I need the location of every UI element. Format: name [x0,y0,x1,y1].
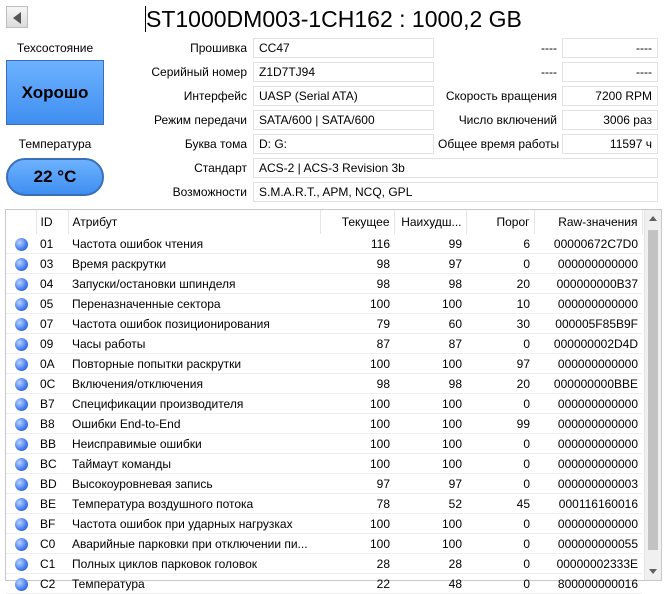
rotation-value: 7200 RPM [562,86,658,106]
raw-value: 000000000000 [534,514,642,534]
vertical-scrollbar[interactable] [644,210,661,580]
status-dot-icon [15,238,28,251]
current-value: 100 [320,294,394,314]
rotation-label: Скорость вращения [445,89,557,103]
attribute-name: Температура [68,574,320,594]
attribute-id: 0A [36,354,68,374]
worst-value: 99 [394,234,466,254]
attribute-name: Время раскрутки [68,254,320,274]
raw-value: 000000000000 [534,434,642,454]
worst-column-header[interactable]: Наихудш... [394,210,466,234]
attribute-name: Аварийные парковки при отключении пи... [68,534,320,554]
attribute-id: 07 [36,314,68,334]
transfer-mode-value: SATA/600 | SATA/600 [253,110,434,130]
status-column-header[interactable] [6,210,36,234]
raw-value: 000000000B37 [534,274,642,294]
standard-value: ACS-2 | ACS-3 Revision 3b [253,158,658,178]
threshold-value: 6 [466,234,534,254]
table-row[interactable] [6,354,642,374]
table-row[interactable] [6,274,642,294]
attribute-id: 09 [36,334,68,354]
raw-value: 000000000003 [534,474,642,494]
status-cell [6,354,36,374]
blank2-value: ---- [562,62,658,82]
table-row[interactable] [6,574,642,594]
status-cell [6,294,36,314]
worst-value: 100 [394,354,466,374]
current-value: 98 [320,254,394,274]
health-label: Техсостояние [16,41,94,55]
status-dot-icon [15,318,28,331]
disk-title: ST1000DM003-1CH162 : 1000,2 GB [146,6,522,32]
raw-value: 800000000016 [534,574,642,594]
status-dot-icon [15,458,28,471]
raw-value: 000000000000 [534,394,642,414]
current-value: 100 [320,454,394,474]
current-value: 100 [320,354,394,374]
status-dot-icon [15,358,28,371]
threshold-value: 20 [466,274,534,294]
status-cell [6,334,36,354]
table-row[interactable] [6,534,642,554]
status-cell [6,314,36,334]
worst-value: 100 [394,514,466,534]
attribute-id: B7 [36,394,68,414]
previous-disk-button[interactable] [6,6,28,28]
worst-value: 97 [394,254,466,274]
worst-value: 100 [394,414,466,434]
power-count-label: Число включений [458,113,557,127]
status-dot-icon [15,578,28,591]
current-value: 100 [320,514,394,534]
raw-value: 00000672C7D0 [534,234,642,254]
status-dot-icon [15,418,28,431]
status-cell [6,374,36,394]
threshold-value: 45 [466,494,534,514]
threshold-value: 30 [466,314,534,334]
worst-value: 100 [394,434,466,454]
current-value: 100 [320,534,394,554]
status-dot-icon [15,558,28,571]
current-column-header[interactable]: Текущее [320,210,394,234]
attribute-name: Ошибки End-to-End [68,414,320,434]
current-value: 98 [320,374,394,394]
threshold-value: 0 [466,254,534,274]
worst-value: 60 [394,314,466,334]
power-count-value: 3006 раз [562,110,658,130]
table-row[interactable] [6,234,642,254]
raw-value: 000116160016 [534,494,642,514]
worst-value: 100 [394,294,466,314]
worst-value: 87 [394,334,466,354]
attribute-name: Включения/отключения [68,374,320,394]
health-status-badge[interactable]: Хорошо [6,60,104,125]
attribute-id: BF [36,514,68,534]
worst-value: 28 [394,554,466,574]
smart-attributes-list[interactable] [5,209,662,591]
interface-label: Интерфейс [183,89,247,103]
raw-value: 000000000000 [534,254,642,274]
serial-value: Z1D7TJ94 [253,62,434,82]
table-row[interactable] [6,434,642,454]
status-dot-icon [15,278,28,291]
threshold-value: 0 [466,334,534,354]
attribute-id: BE [36,494,68,514]
table-row[interactable] [6,374,642,394]
attribute-name: Полных циклов парковок головок [68,554,320,574]
current-value: 100 [320,414,394,434]
raw-value: 000005F85B9F [534,314,642,334]
scroll-down-icon[interactable] [649,569,657,574]
attribute-name: Повторные попытки раскрутки [68,354,320,374]
standard-label: Стандарт [194,161,247,175]
attribute-id: 01 [36,234,68,254]
status-cell [6,534,36,554]
status-dot-icon [15,518,28,531]
attribute-id: C1 [36,554,68,574]
threshold-value: 0 [466,454,534,474]
threshold-value: 0 [466,514,534,534]
table-row[interactable] [6,254,642,274]
current-value: 100 [320,394,394,414]
current-value: 100 [320,434,394,454]
smart-table [6,210,643,594]
worst-value: 100 [394,394,466,414]
status-dot-icon [15,378,28,391]
status-dot-icon [15,538,28,551]
status-cell [6,394,36,414]
attribute-id: BD [36,474,68,494]
status-cell [6,494,36,514]
arrow-left-icon [13,12,21,24]
raw-value: 000000000055 [534,534,642,554]
threshold-value: 20 [466,374,534,394]
attribute-id: B8 [36,414,68,434]
attribute-id: BB [36,434,68,454]
attribute-name: Запуски/остановки шпинделя [68,274,320,294]
attribute-id: 05 [36,294,68,314]
attribute-name: Таймаут команды [68,454,320,474]
attribute-name: Часы работы [68,334,320,354]
current-value: 97 [320,474,394,494]
status-cell [6,514,36,534]
status-dot-icon [15,438,28,451]
table-row[interactable] [6,454,642,474]
serial-label: Серийный номер [151,65,247,79]
interface-value: UASP (Serial ATA) [253,86,434,106]
table-row[interactable] [6,394,642,414]
threshold-value: 97 [466,354,534,374]
attribute-column-header[interactable]: Атрибут [68,210,320,234]
threshold-value: 0 [466,554,534,574]
current-value: 87 [320,334,394,354]
status-cell [6,274,36,294]
table-row[interactable] [6,334,642,354]
threshold-value: 0 [466,394,534,414]
features-label: Возможности [172,185,247,199]
worst-value: 100 [394,534,466,554]
raw-value: 000000000000 [534,454,642,474]
current-value: 79 [320,314,394,334]
worst-value: 52 [394,494,466,514]
attribute-id: C2 [36,574,68,594]
attribute-name: Частота ошибок чтения [68,234,320,254]
threshold-value: 0 [466,474,534,494]
attribute-name: Переназначенные сектора [68,294,320,314]
id-column-header[interactable]: ID [36,210,68,234]
table-row[interactable] [6,514,642,534]
scrollbar-thumb[interactable] [648,230,658,550]
worst-value: 48 [394,574,466,594]
raw-column-header[interactable]: Raw-значения [534,210,642,234]
status-cell [6,474,36,494]
table-header-row [6,210,642,234]
firmware-value: CC47 [253,38,434,58]
attribute-id: BC [36,454,68,474]
attribute-name: Высокоуровневая запись [68,474,320,494]
worst-value: 98 [394,374,466,394]
attribute-name: Частота ошибок позиционирования [68,314,320,334]
status-cell [6,574,36,594]
status-cell [6,234,36,254]
threshold-value: 0 [466,534,534,554]
status-cell [6,254,36,274]
raw-value: 000000000000 [534,414,642,434]
status-cell [6,414,36,434]
current-value: 28 [320,554,394,574]
threshold-column-header[interactable]: Порог [466,210,534,234]
attribute-name: Неисправимые ошибки [68,434,320,454]
raw-value: 000000002D4D [534,334,642,354]
status-dot-icon [15,398,28,411]
table-row[interactable] [6,294,642,314]
current-value: 78 [320,494,394,514]
status-dot-icon [15,258,28,271]
blank2-label: ---- [541,65,557,79]
status-dot-icon [15,298,28,311]
table-row[interactable] [6,554,642,574]
attribute-name: Частота ошибок при ударных нагрузках [68,514,320,534]
transfer-mode-label: Режим передачи [154,113,247,127]
status-dot-icon [15,498,28,511]
temperature-label: Температура [18,137,92,151]
status-cell [6,454,36,474]
worst-value: 98 [394,274,466,294]
drive-letter-label: Буква тома [184,137,247,151]
worst-value: 100 [394,454,466,474]
attribute-id: 03 [36,254,68,274]
table-row[interactable] [6,474,642,494]
attribute-id: 0C [36,374,68,394]
raw-value: 000000000000 [534,294,642,314]
status-cell [6,554,36,574]
firmware-label: Прошивка [190,41,247,55]
status-dot-icon [15,338,28,351]
power-hours-label: Общее время работы [438,137,560,151]
attribute-name: Температура воздушного потока [68,494,320,514]
threshold-value: 0 [466,434,534,454]
drive-letter-value: D: G: [253,134,434,154]
status-cell [6,434,36,454]
blank1-label: ---- [541,41,557,55]
threshold-value: 99 [466,414,534,434]
scroll-up-icon[interactable] [649,216,657,221]
current-value: 116 [320,234,394,254]
power-hours-value: 11597 ч [562,134,658,154]
current-value: 98 [320,274,394,294]
threshold-value: 0 [466,574,534,594]
table-row[interactable] [6,414,642,434]
status-dot-icon [15,478,28,491]
temperature-badge[interactable]: 22 °C [6,158,104,196]
raw-value: 00000002333E [534,554,642,574]
threshold-value: 10 [466,294,534,314]
features-value: S.M.A.R.T., APM, NCQ, GPL [253,182,658,202]
blank1-value: ---- [562,38,658,58]
attribute-name: Спецификации производителя [68,394,320,414]
raw-value: 000000000BBE [534,374,642,394]
worst-value: 97 [394,474,466,494]
current-value: 22 [320,574,394,594]
table-row[interactable] [6,314,642,334]
attribute-id: C0 [36,534,68,554]
table-row[interactable] [6,494,642,514]
raw-value: 000000000000 [534,354,642,374]
attribute-id: 04 [36,274,68,294]
